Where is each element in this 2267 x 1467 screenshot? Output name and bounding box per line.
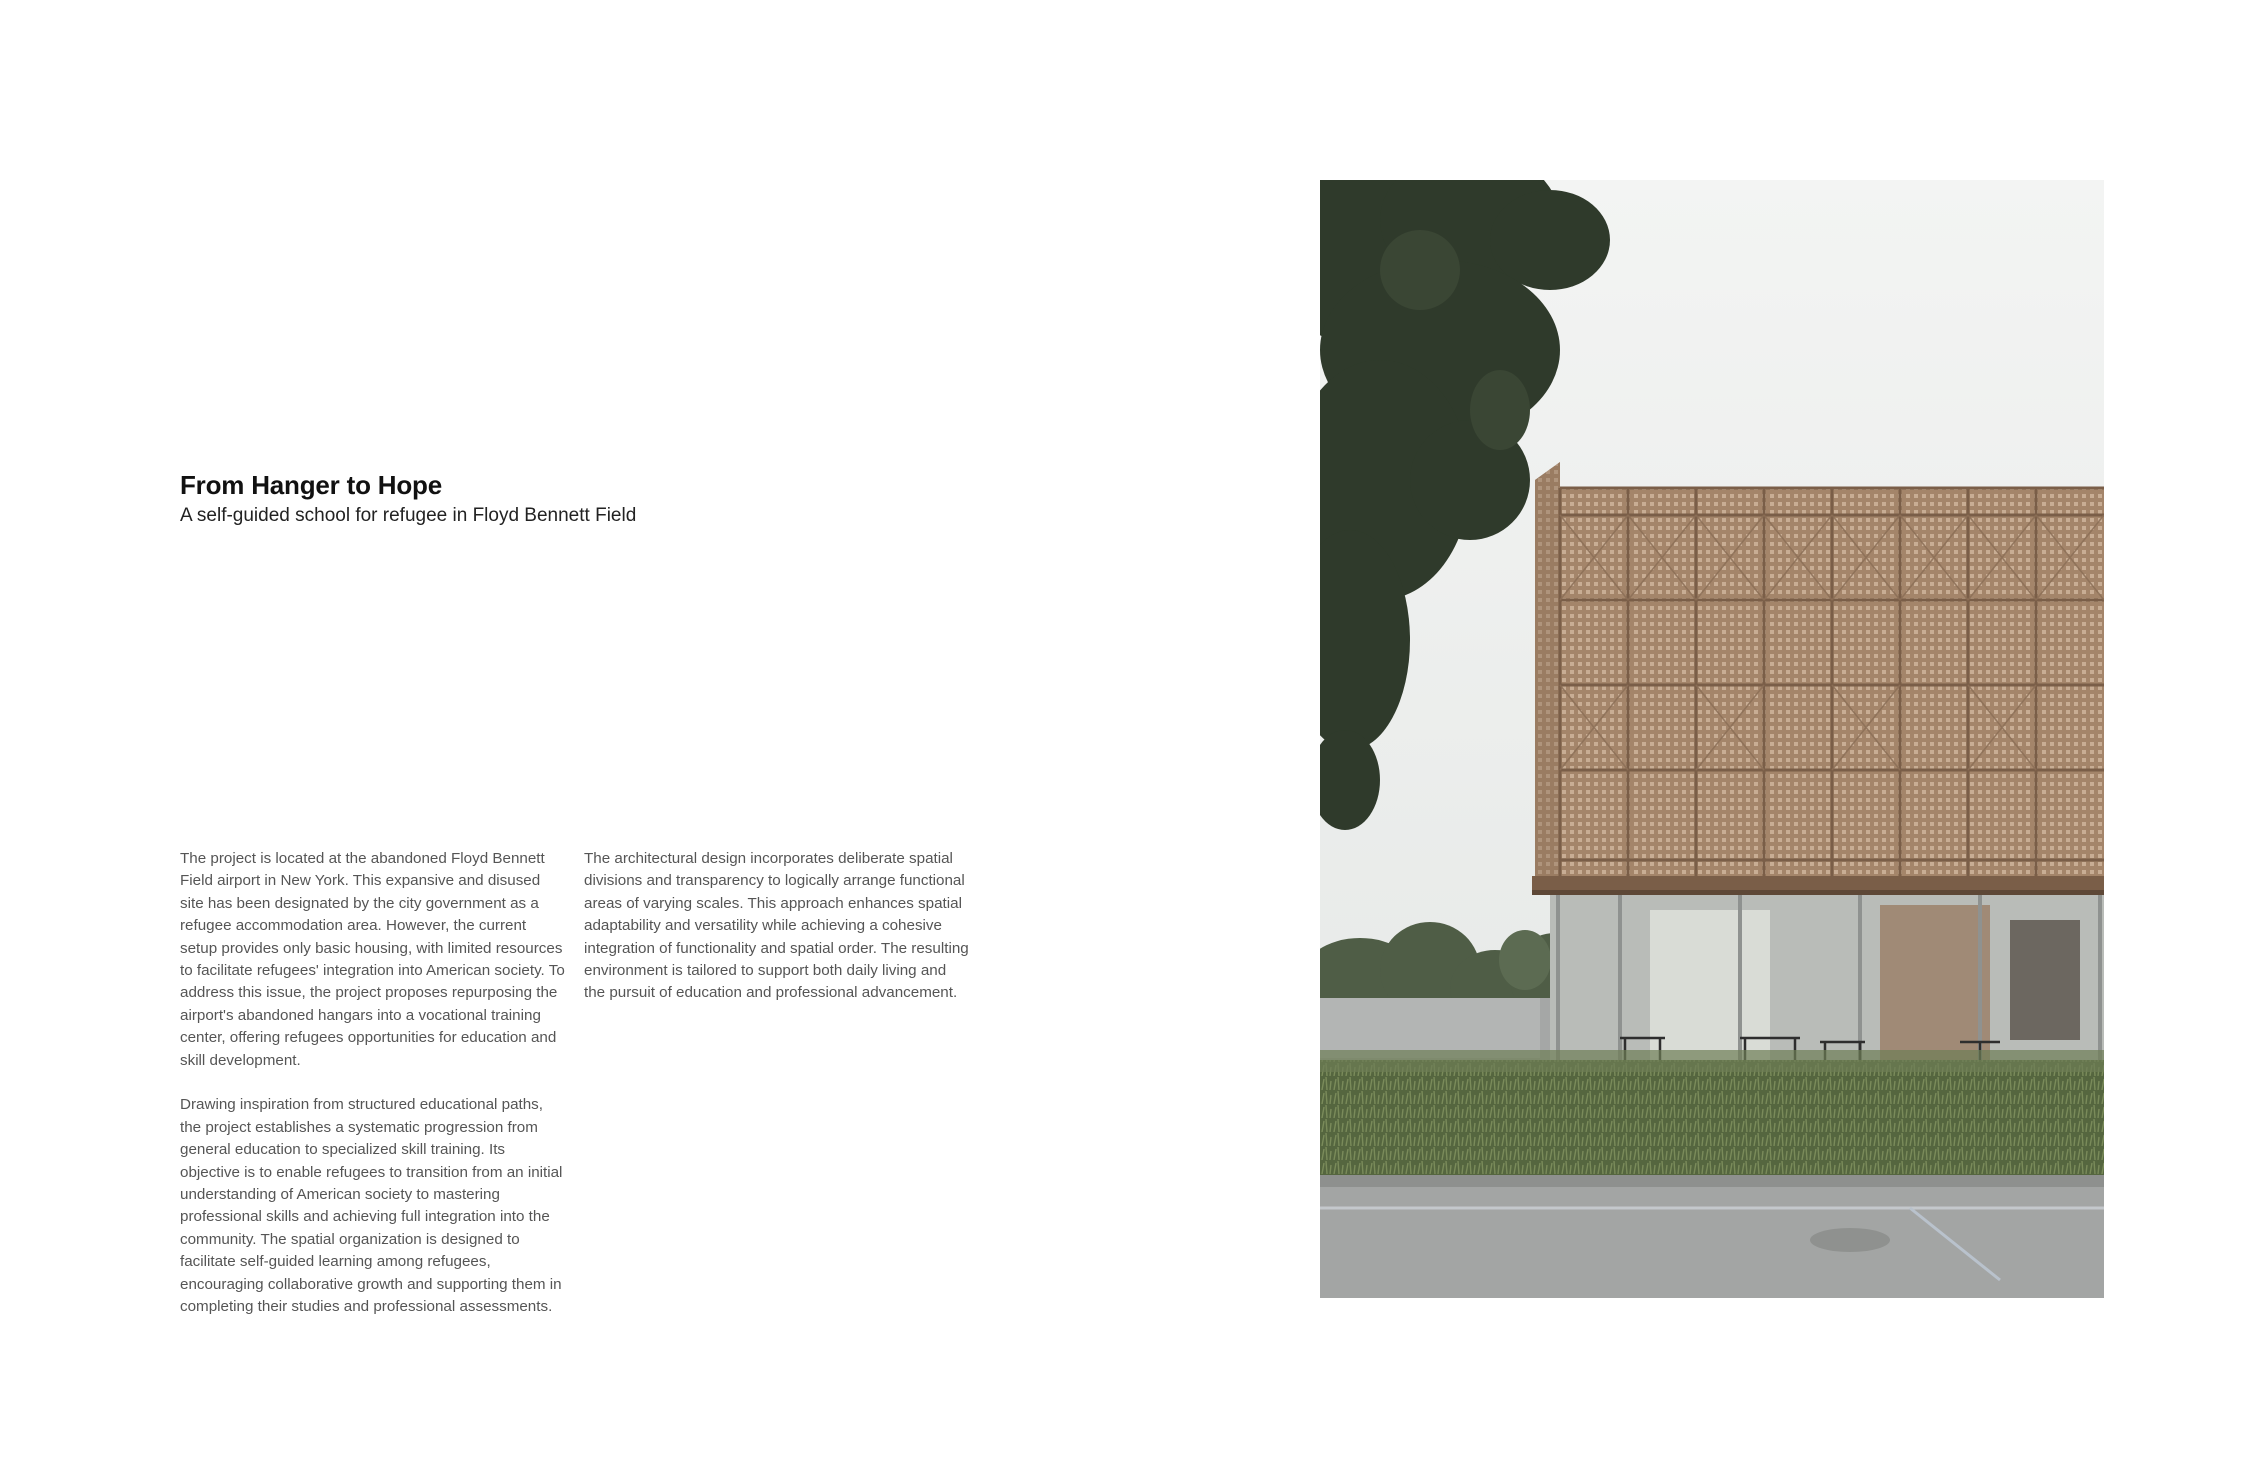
paragraph-site: The project is located at the abandoned Floyd Bennett Field airport in New York. This expansive and disused site has been designated by the city government as a refugee accommodation area. However, the current setup provides only basic housing, with limited resources to facilitate refugees' integration into American society. To address this issue, the project proposes repurposing the airport's abandoned hangars into a vocational training center, offering refugees opportunities for education and skill development. [180, 850, 565, 1069]
text-column-left [180, 848, 565, 1341]
curb [1320, 1175, 2104, 1187]
grass-hedge [1320, 1060, 2104, 1175]
page-subtitle: A self-guided school for refugee in Floyd Bennett Field [180, 505, 637, 526]
building-render-image [1320, 180, 2104, 1298]
paragraph-program: Drawing inspiration from structured educational paths, the project establishes a systematic progression from general education to specialized skill training. Its objective is to enable refugees to transition from an initial understanding of American society to mastering professional skills and achieving full integration into the community. The spatial organization is designed to facilitate self-guided learning among refugees, encouraging collaborative growth and supporting them in completing their studies and professional assessments. [180, 1096, 563, 1316]
paragraph-design: The architectural design incorporates deliberate spatial divisions and transparency to logically arrange functional areas of varying scales. This approach enhances spatial adaptability and versatility while achieving a cohesive integration of functionality and spatial order. The resulting environment is tailored to support both daily living and the pursuit of education and professional advancement. [584, 850, 969, 1002]
building [1532, 462, 2104, 1073]
page-title: From Hanger to Hope [180, 470, 442, 500]
text-column-right [584, 848, 969, 1027]
road [1320, 1187, 2104, 1298]
